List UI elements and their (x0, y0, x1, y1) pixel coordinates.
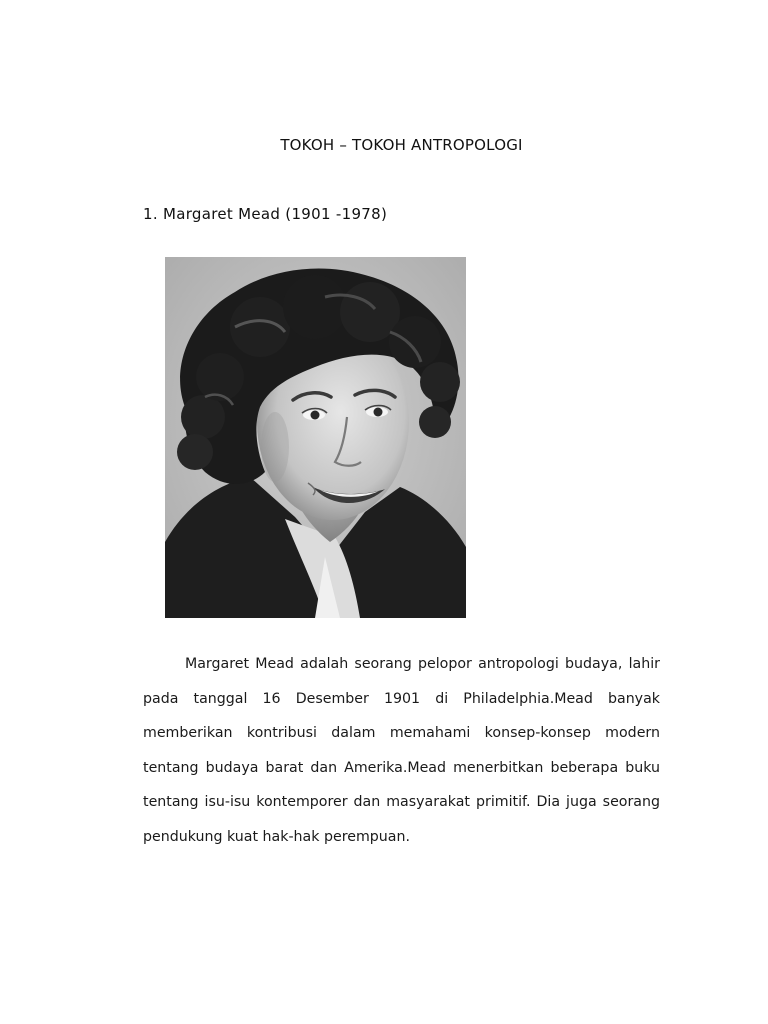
portrait-photo (165, 257, 466, 618)
page-title: TOKOH – TOKOH ANTROPOLOGI (280, 136, 523, 154)
biography-paragraph: Margaret Mead adalah seorang pelopor antropologi budaya, lahir pada tanggal 16 Desember 1901 di Philadelphia.Mead banyak memberikan kontribusi dalam memahami konsep-konsep modern tentang budaya barat dan Amerika.Mead menerbitkan beberapa buku tentang isu-isu kontemporer dan masyarakat primitif. Dia juga seorang pendukung kuat hak-hak perempuan. (143, 656, 660, 845)
section-heading: 1. Margaret Mead (1901 -1978) (143, 205, 388, 223)
